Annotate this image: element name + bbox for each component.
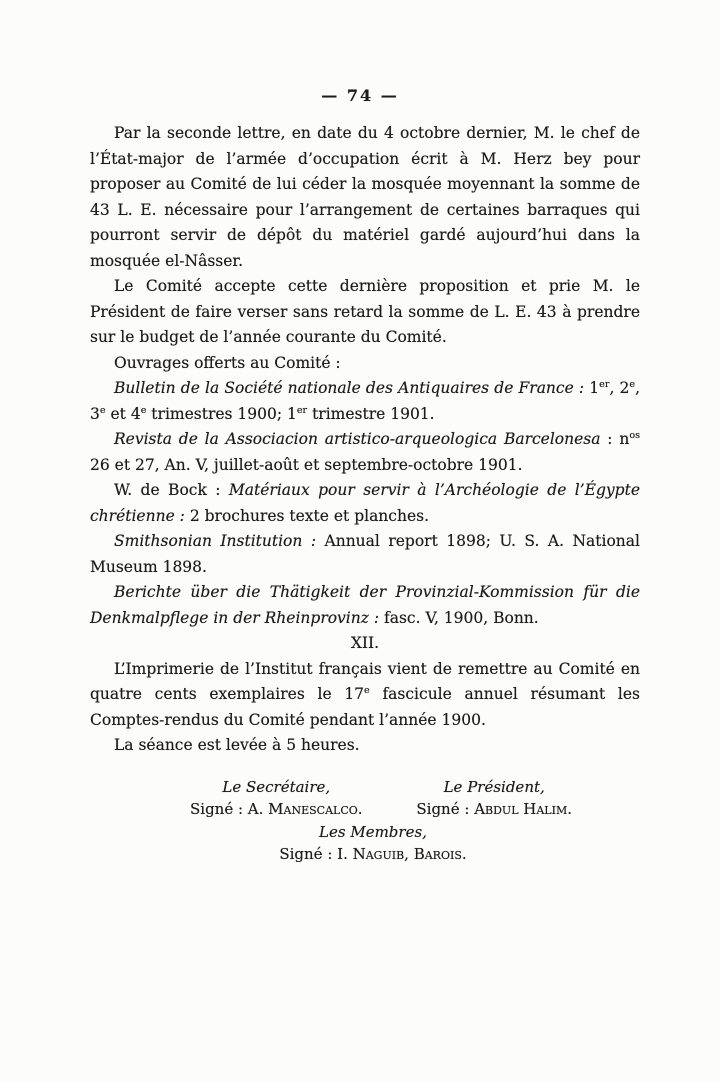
paragraph-berichte: Berichte über die Thätigkeit der Provinzial-Kommission für die Denkmalpflege in der Rheinprovinz : fasc. V, 1900, Bonn. <box>90 583 640 627</box>
signature-members-names: Signé : I. Naguib, Barois. <box>279 844 467 863</box>
signature-members-title: Les Membres, <box>319 822 427 841</box>
paragraph-bock-materiaux: W. de Bock : Matériaux pour servir à l’Archéologie de l’Égypte chrétienne : 2 brochures texte et planches. <box>90 481 640 525</box>
paragraph-imprimerie: L’Imprimerie de l’Institut français vient de remettre au Comité en quatre cents exemplaires le 17e fascicule annuel résumant les Comptes-rendus du Comité pendant l’année 1900. <box>90 659 640 729</box>
signature-row-bottom <box>90 821 640 865</box>
paragraph-second-letter: Par la seconde lettre, en date du 4 octobre dernier, M. le chef de l’État-major de l’armée d’occupation écrit à M. Herz bey pour proposer au Comité de lui céder la mosquée moyennant la somme de 43 L. E. nécessaire pour l’arrangement de certaines barraques qui pourront servir de dépôt du matériel gardé aujourd’hui dans la mosquée el-Nâsser. <box>90 124 640 270</box>
signature-president-name: Signé : Abdul Halim. <box>416 799 572 818</box>
line-seance-levee: La séance est levée à 5 heures. <box>114 736 360 754</box>
signature-secretary-title: Le Secrétaire, <box>222 777 331 796</box>
signature-secretary <box>190 776 363 820</box>
page-body <box>90 121 640 865</box>
paragraph-smithsonian: Smithsonian Institution : Annual report 1898; U. S. A. National Museum 1898. <box>90 532 640 576</box>
paragraph-bulletin-antiquaires: Bulletin de la Société nationale des Antiquaires de France : 1er, 2e, 3e et 4e trimestres 1900; 1er trimestre 1901. <box>90 378 641 423</box>
signature-president-title: Le Président, <box>443 777 545 796</box>
signature-members <box>279 821 466 865</box>
signature-president <box>416 776 572 820</box>
signature-row-top <box>90 776 640 820</box>
paragraph-revista-barcelonesa: Revista de la Associacion artistico-arqueologica Barcelonesa : $n^{os}$ 26 et 27, An. V, juillet-août et septembre-octobre 1901. <box>90 429 641 474</box>
section-heading-xii: XII. <box>350 634 380 652</box>
signature-block <box>90 776 640 865</box>
page-number: — 74 — <box>321 86 399 105</box>
signature-secretary-name: Signé : A. Manescalco. <box>190 799 363 818</box>
line-ouvrages-offerts: Ouvrages offerts au Comité : <box>114 353 341 372</box>
paragraph-comite-accepte: Le Comité accepte cette dernière proposition et prie M. le Président de faire verser sans retard la somme de L. E. 43 à prendre sur le budget de l’année courante du Comité. <box>90 277 640 346</box>
